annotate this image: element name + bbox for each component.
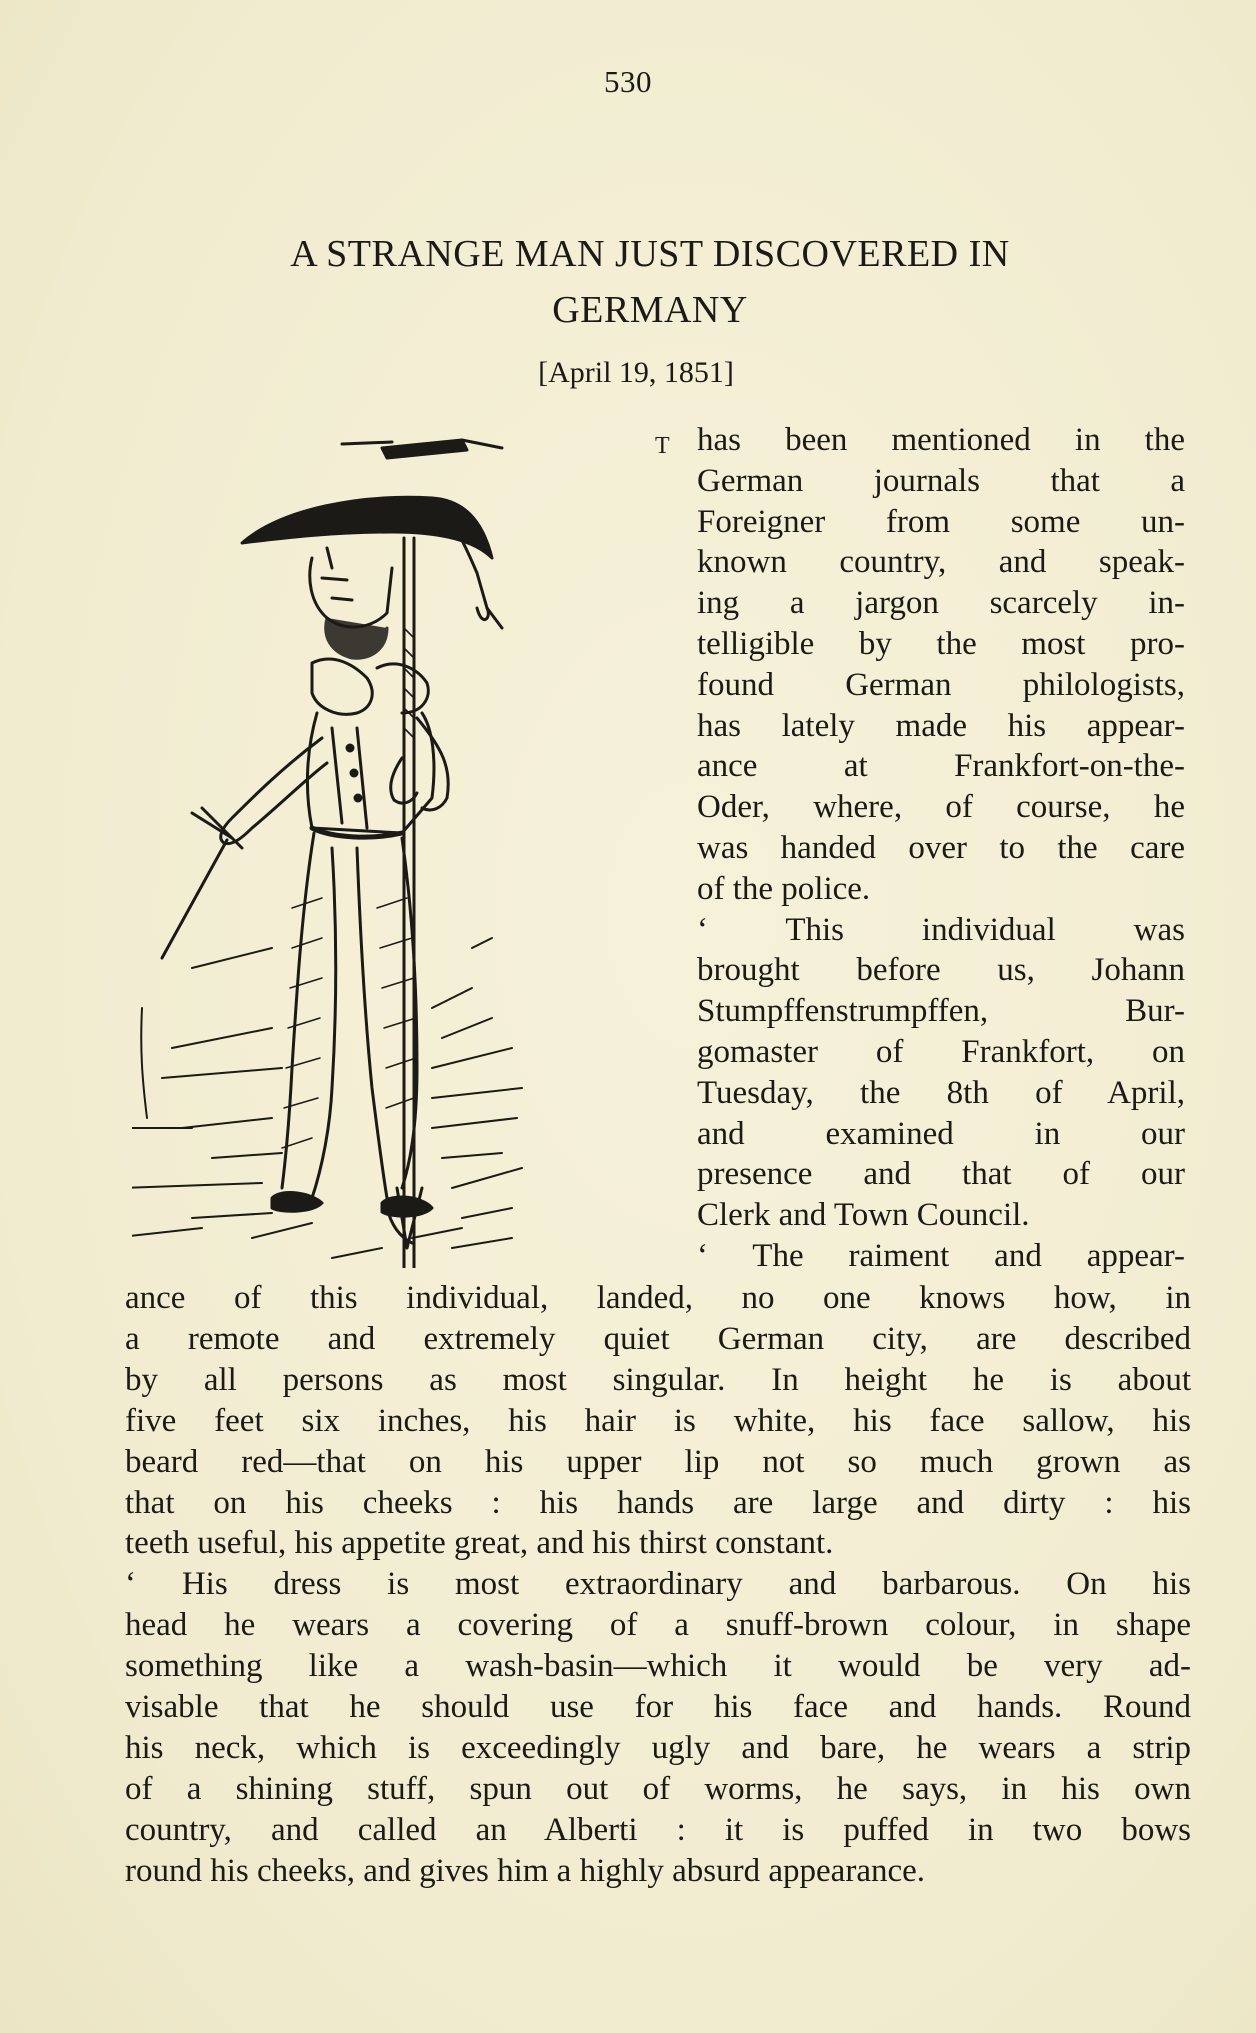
text-line: found German philologists, bbox=[697, 666, 1185, 703]
text-line: Stumpffenstrumpffen, Bur- bbox=[697, 993, 1185, 1030]
text-line: visable that he should use for his face and hands. Round bbox=[125, 1689, 1191, 1726]
text-line: ance at Frankfort-on-the- bbox=[697, 748, 1185, 785]
text-line: known country, and speak- bbox=[697, 544, 1185, 581]
text-line: gomaster of Frankfort, on bbox=[697, 1033, 1185, 1070]
text-line: a remote and extremely quiet German city, are described bbox=[125, 1320, 1191, 1357]
text-line: ‘ His dress is most extraordinary and barbarous. On his bbox=[125, 1566, 1191, 1603]
text-line: has been mentioned in the bbox=[697, 422, 1185, 458]
text-line: has lately made his appear- bbox=[697, 707, 1185, 744]
drop-cap: T bbox=[655, 433, 670, 459]
chapter-date: [April 19, 1851] bbox=[538, 356, 734, 389]
text-line: round his cheeks, and gives him a highly absurd appearance. bbox=[125, 1852, 926, 1889]
title-line-2: GERMANY bbox=[552, 289, 748, 331]
full-width-text bbox=[125, 1278, 1191, 1892]
text-line: his neck, which is exceedingly ugly and bare, he wears a strip bbox=[125, 1729, 1191, 1766]
text-line: something like a wash-basin—which it would be very ad- bbox=[125, 1648, 1191, 1685]
text-line: Oder, where, of course, he bbox=[697, 789, 1185, 826]
narrow-text-column bbox=[697, 420, 1185, 1277]
text-line: teeth useful, his appetite great, and his thirst constant. bbox=[125, 1525, 834, 1562]
text-line: by all persons as most singular. In height he is about bbox=[125, 1361, 1191, 1398]
text-line: German journals that a bbox=[697, 462, 1185, 499]
text-line: Clerk and Town Council. bbox=[697, 1197, 1030, 1234]
text-line: brought before us, Johann bbox=[697, 952, 1185, 989]
text-line: five feet six inches, his hair is white, his face sallow, his bbox=[125, 1402, 1191, 1439]
text-line: ing a jargon scarcely in- bbox=[697, 585, 1185, 622]
text-line: ‘ The raiment and appear- bbox=[697, 1237, 1185, 1274]
text-line: country, and called an Alberti : it is puffed in two bows bbox=[125, 1811, 1191, 1848]
text-line: telligible by the most pro- bbox=[697, 625, 1185, 662]
text-line: of a shining stuff, spun out of worms, he says, in his own bbox=[125, 1770, 1191, 1807]
chapter-title bbox=[160, 226, 1140, 338]
text-line: beard red—that on his upper lip not so much grown as bbox=[125, 1443, 1191, 1480]
text-line: Tuesday, the 8th of April, bbox=[697, 1074, 1185, 1111]
text-line: ‘ This individual was bbox=[697, 911, 1185, 948]
page-number: 530 bbox=[604, 64, 652, 99]
man-with-pickaxe-illustration bbox=[132, 428, 672, 1268]
text-line: ance of this individual, landed, no one knows how, in bbox=[125, 1280, 1191, 1316]
text-line: presence and that of our bbox=[697, 1156, 1185, 1193]
text-line: that on his cheeks : his hands are large and dirty : his bbox=[125, 1484, 1191, 1521]
text-line: of the police. bbox=[697, 870, 871, 907]
text-line: was handed over to the care bbox=[697, 829, 1185, 866]
text-line: head he wears a covering of a snuff-brown colour, in shape bbox=[125, 1607, 1191, 1644]
text-line: and examined in our bbox=[697, 1115, 1185, 1152]
text-line: Foreigner from some un- bbox=[697, 503, 1185, 540]
title-line-1: A STRANGE MAN JUST DISCOVERED IN bbox=[290, 233, 1010, 275]
